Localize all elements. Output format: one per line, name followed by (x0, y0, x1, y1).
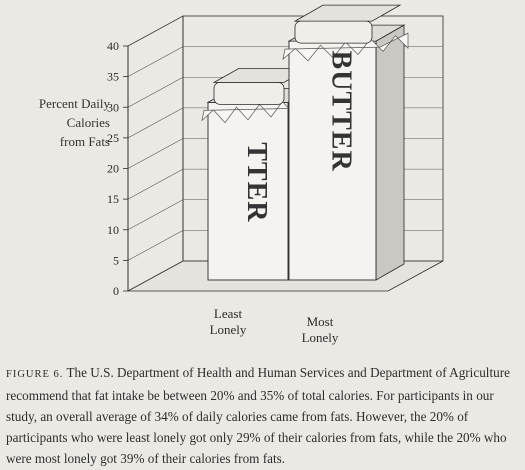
x-category-label-line: Least (213, 306, 243, 321)
figure-caption (6, 362, 518, 469)
x-category-label-line: Lonely (209, 322, 247, 337)
gridline (128, 108, 183, 138)
y-tick-label: 35 (107, 69, 119, 84)
gridline (128, 230, 183, 260)
gridline (128, 47, 183, 77)
x-axis-labels (210, 306, 339, 345)
y-tick-label: 10 (107, 222, 119, 237)
bar-text: TTER (241, 142, 272, 223)
gridline (128, 139, 183, 169)
x-category-label (210, 306, 247, 337)
y-tick-label: 5 (113, 253, 119, 268)
y-tick-label: 15 (107, 192, 119, 207)
x-category-label-line: Lonely (301, 330, 339, 345)
figure-caption-text: The U.S. Department of Health and Human Services and Department of Agriculture recommend that fat intake be between 20% and 35% of total calories. For participants in our study, an overall average of 34% of daily calories came from fats. However, the 20% of participants who were least lonely got only 29% of their calories from fats, while the 20% who were most lonely got 39% of their calories from fats. (6, 365, 510, 466)
y-tick-label: 40 (107, 39, 119, 53)
y-axis-label-line: Percent Daily (38, 96, 110, 111)
bar-text: BUTTER (325, 50, 357, 172)
bar (283, 5, 408, 280)
y-tick-label: 20 (107, 161, 119, 176)
bar-butter-block (295, 21, 372, 43)
bar-butter-block (214, 82, 284, 104)
y-tick-label: 30 (107, 100, 119, 115)
x-category-label-line: Most (306, 314, 334, 329)
gridline (128, 16, 183, 46)
y-axis-label-line: Calories (66, 115, 110, 130)
figure-label: FIGURE 6. (6, 369, 64, 380)
x-category-label (302, 314, 339, 345)
y-tick-label: 25 (107, 130, 119, 145)
y-axis-label-line: from Fats (59, 134, 110, 149)
y-tick-label: 0 (113, 284, 119, 298)
gridline (128, 200, 183, 230)
y-axis-ticks (107, 39, 128, 298)
gridline (128, 77, 183, 107)
bar-butter-top (295, 5, 400, 21)
bar-side-face (376, 25, 404, 280)
gridline (128, 169, 183, 199)
